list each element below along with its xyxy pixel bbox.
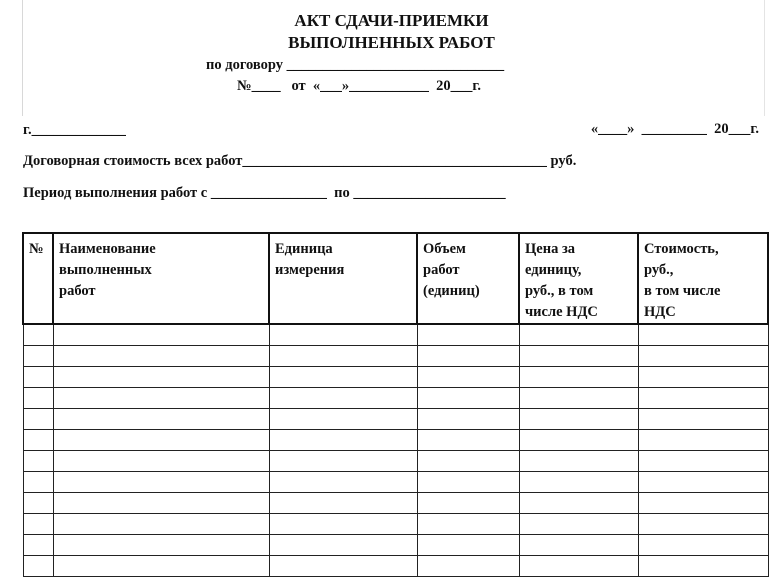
- table-cell[interactable]: [23, 492, 53, 513]
- column-header-total-cost: Стоимость, руб., в том числе НДС: [638, 233, 768, 324]
- table-cell[interactable]: [269, 345, 417, 366]
- works-table: [22, 232, 769, 577]
- table-cell[interactable]: [638, 387, 768, 408]
- table-row: [23, 492, 768, 513]
- table-cell[interactable]: [269, 555, 417, 576]
- table-cell[interactable]: [638, 366, 768, 387]
- table-cell[interactable]: [269, 387, 417, 408]
- total-cost-field[interactable]: Договорная стоимость всех работ__________________________________________ руб.: [23, 153, 577, 169]
- table-cell[interactable]: [417, 450, 519, 471]
- contract-number-date-field[interactable]: №____ от «___»___________ 20___г.: [237, 78, 481, 94]
- table-cell[interactable]: [23, 345, 53, 366]
- table-cell[interactable]: [53, 471, 269, 492]
- table-cell[interactable]: [638, 408, 768, 429]
- table-cell[interactable]: [53, 492, 269, 513]
- table-cell[interactable]: [638, 513, 768, 534]
- column-header-unit-price: Цена за единицу, руб., в том числе НДС: [519, 233, 638, 324]
- table-cell[interactable]: [417, 387, 519, 408]
- table-cell[interactable]: [417, 555, 519, 576]
- table-cell[interactable]: [638, 555, 768, 576]
- table-cell[interactable]: [519, 408, 638, 429]
- table-cell[interactable]: [519, 471, 638, 492]
- table-header-row: [23, 233, 768, 324]
- table-cell[interactable]: [519, 387, 638, 408]
- table-cell[interactable]: [23, 555, 53, 576]
- table-cell[interactable]: [269, 471, 417, 492]
- table-cell[interactable]: [638, 324, 768, 345]
- work-period-field[interactable]: Период выполнения работ с ________________ по _____________________: [23, 185, 506, 201]
- table-cell[interactable]: [269, 513, 417, 534]
- table-cell[interactable]: [269, 534, 417, 555]
- table-cell[interactable]: [519, 429, 638, 450]
- table-cell[interactable]: [23, 513, 53, 534]
- table-row: [23, 471, 768, 492]
- document-title-line-2: ВЫПОЛНЕННЫХ РАБОТ: [288, 33, 495, 52]
- table-cell[interactable]: [269, 324, 417, 345]
- table-row: [23, 324, 768, 345]
- table-cell[interactable]: [53, 387, 269, 408]
- table-cell[interactable]: [23, 429, 53, 450]
- table-row: [23, 387, 768, 408]
- table-cell[interactable]: [417, 492, 519, 513]
- table-cell[interactable]: [23, 366, 53, 387]
- table-cell[interactable]: [519, 345, 638, 366]
- table-cell[interactable]: [638, 429, 768, 450]
- table-row: [23, 555, 768, 576]
- table-cell[interactable]: [417, 471, 519, 492]
- table-cell[interactable]: [269, 429, 417, 450]
- table-cell[interactable]: [53, 345, 269, 366]
- table-row: [23, 513, 768, 534]
- table-cell[interactable]: [417, 534, 519, 555]
- table-cell[interactable]: [53, 534, 269, 555]
- table-cell[interactable]: [638, 471, 768, 492]
- table-cell[interactable]: [638, 534, 768, 555]
- table-cell[interactable]: [417, 345, 519, 366]
- table-cell[interactable]: [519, 492, 638, 513]
- table-cell[interactable]: [269, 408, 417, 429]
- document-title-line-1: АКТ СДАЧИ-ПРИЕМКИ: [294, 11, 489, 30]
- table-cell[interactable]: [417, 366, 519, 387]
- table-cell[interactable]: [23, 534, 53, 555]
- table-cell[interactable]: [269, 450, 417, 471]
- city-field[interactable]: г._____________: [23, 122, 126, 138]
- table-cell[interactable]: [53, 555, 269, 576]
- table-cell[interactable]: [53, 429, 269, 450]
- contract-reference-field[interactable]: по договору ______________________________: [206, 57, 505, 73]
- table-cell[interactable]: [23, 408, 53, 429]
- column-header-unit: Единица измерения: [269, 233, 417, 324]
- table-row: [23, 345, 768, 366]
- table-cell[interactable]: [269, 492, 417, 513]
- table-cell[interactable]: [519, 534, 638, 555]
- table-row: [23, 450, 768, 471]
- table-cell[interactable]: [23, 387, 53, 408]
- table-cell[interactable]: [53, 408, 269, 429]
- table-cell[interactable]: [417, 429, 519, 450]
- table-cell[interactable]: [53, 366, 269, 387]
- table-cell[interactable]: [417, 324, 519, 345]
- column-header-volume: Объем работ (единиц): [417, 233, 519, 324]
- table-cell[interactable]: [23, 324, 53, 345]
- table-cell[interactable]: [638, 345, 768, 366]
- table-body: [23, 324, 768, 576]
- table-cell[interactable]: [23, 471, 53, 492]
- table-cell[interactable]: [519, 555, 638, 576]
- column-header-number: №: [23, 233, 53, 324]
- table-row: [23, 534, 768, 555]
- table-cell[interactable]: [519, 450, 638, 471]
- table-row: [23, 429, 768, 450]
- table-cell[interactable]: [53, 513, 269, 534]
- act-date-field[interactable]: «____» _________ 20___г.: [590, 121, 759, 137]
- table-cell[interactable]: [519, 366, 638, 387]
- table-cell[interactable]: [23, 450, 53, 471]
- table-row: [23, 408, 768, 429]
- table-cell[interactable]: [417, 408, 519, 429]
- table-cell[interactable]: [417, 513, 519, 534]
- table-cell[interactable]: [519, 513, 638, 534]
- table-cell[interactable]: [53, 324, 269, 345]
- table-cell[interactable]: [53, 450, 269, 471]
- table-cell[interactable]: [638, 492, 768, 513]
- table-cell[interactable]: [638, 450, 768, 471]
- table-cell[interactable]: [519, 324, 638, 345]
- table-row: [23, 366, 768, 387]
- column-header-work-name: Наименование выполненных работ: [53, 233, 269, 324]
- table-cell[interactable]: [269, 366, 417, 387]
